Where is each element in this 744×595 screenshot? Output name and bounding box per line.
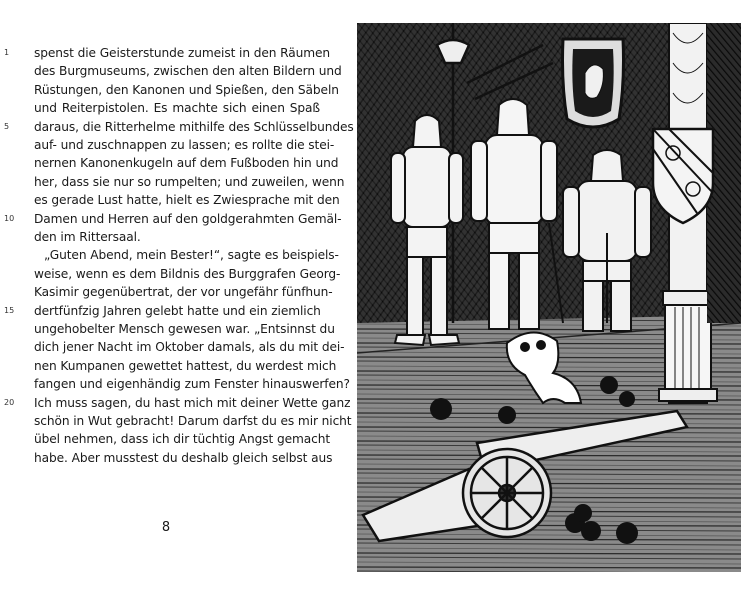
- text-line: Kasimir gegenübertrat, der vor ungefähr fünfhun-: [34, 285, 333, 300]
- text-line: nen Kumpanen gewettet hattest, du werdest mich: [34, 358, 337, 373]
- line-number: 1: [4, 48, 10, 57]
- text-line: und Reiterpistolen. Es machte sich einen Spaß: [34, 101, 320, 116]
- knights-hall-illustration: [357, 23, 741, 572]
- text-line: „Guten Abend, mein Bester!“, sagte es beispiels-: [44, 248, 339, 263]
- text-line: Damen und Herren auf den goldgerahmten Gemäl-: [34, 211, 342, 226]
- text-line: daraus, die Ritterhelme mithilfe des Schlüsselbundes: [34, 119, 354, 134]
- text-line: Rüstungen, den Kanonen und Spießen, den Säbeln: [34, 82, 339, 97]
- text-line: dertfünfzig Jahren gelebt hatte und ein ziemlich: [34, 303, 321, 318]
- page-number: 8: [161, 520, 171, 535]
- text-line: dich jener Nacht im Oktober damals, als du mit dei-: [34, 340, 345, 355]
- line-number: 5: [4, 121, 10, 131]
- text-line: es gerade Lust hatte, hielt es Zwiesprache mit den: [34, 193, 340, 208]
- heraldic-shield: [653, 129, 713, 223]
- line-number: 20: [4, 397, 15, 407]
- text-line: weise, wenn es dem Bildnis des Burggrafen Georg-: [34, 266, 341, 281]
- text-line: her, dass sie nur so rumpelten; und zuweilen, wenn: [34, 174, 345, 189]
- text-line: ungehobelter Mensch gewesen war. „Entsinnst du: [34, 322, 335, 336]
- framed-painting: [563, 39, 624, 127]
- text-line: Ich muss sagen, du hast mich mit deiner Wette ganz: [34, 395, 351, 410]
- text-line: den im Rittersaal.: [34, 230, 141, 244]
- text-line: spenst die Geisterstunde zumeist in den Räumen: [34, 46, 331, 60]
- text-line: auf- und zuschnappen zu lassen; es rollte die stei-: [34, 138, 335, 152]
- text-line: habe. Aber musstest du deshalb gleich selbst aus: [34, 450, 333, 465]
- text-line: schön in Wut gebracht! Darum darfst du es mir nicht: [34, 414, 352, 428]
- line-number: 10: [4, 213, 15, 223]
- text-line: fangen und eigenhändig zum Fenster hinauswerfen?: [34, 377, 350, 392]
- line-number: 15: [4, 305, 15, 315]
- text-line: übel nehmen, dass ich dir tüchtig Angst gemacht: [34, 432, 331, 447]
- text-line: des Burgmuseums, zwischen den alten Bildern und: [34, 64, 342, 79]
- text-line: nernen Kanonenkugeln auf dem Fußboden hin und: [34, 156, 339, 171]
